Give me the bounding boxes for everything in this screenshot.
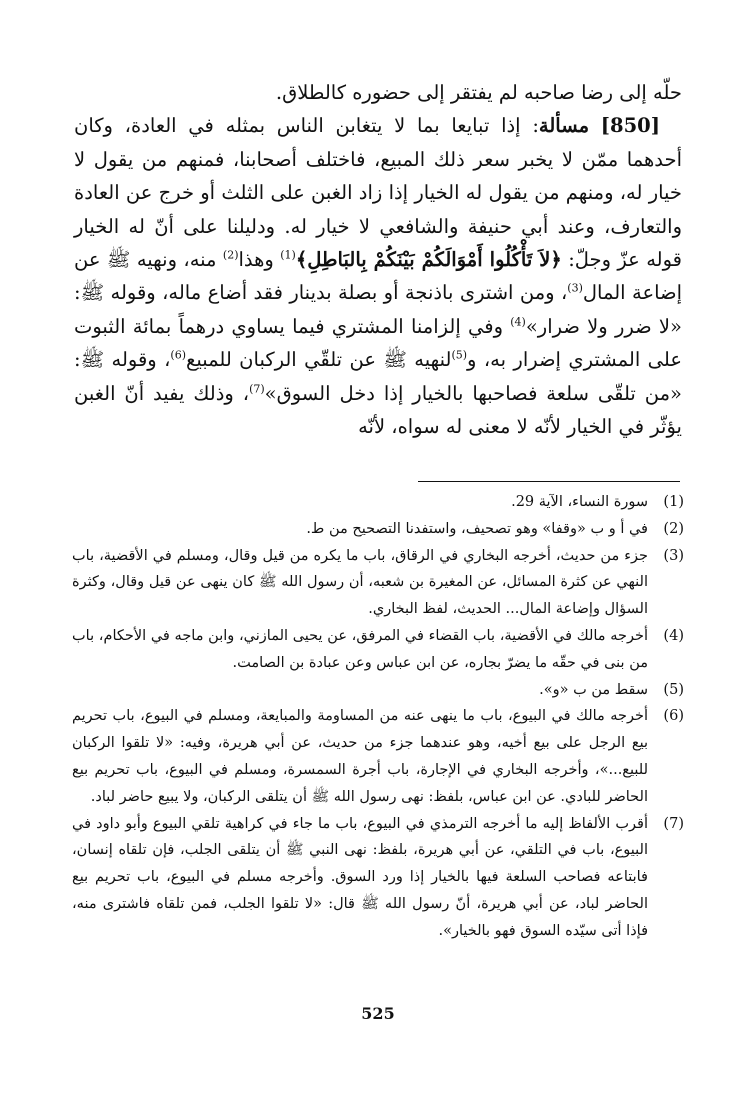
footnote-divider <box>418 481 680 482</box>
footnote-ref-7[interactable]: (7) <box>249 382 265 396</box>
issue-text-2: وهذا <box>238 248 281 272</box>
footnote-text: سقط من ب «و». <box>539 681 648 698</box>
footnote-1 <box>72 489 684 516</box>
footnote-4 <box>72 623 684 677</box>
issue-text-5: وفي إلزامنا المشتري فيما يساوي درهماً بمائة الثبوت على المشتري إضرار به، و <box>74 314 683 372</box>
footnote-ref-5[interactable]: (5) <box>451 348 468 362</box>
footnote-5 <box>72 677 684 704</box>
issue-paragraph <box>74 109 682 443</box>
issue-text-8: ، وذلك يفيد أنّ الغبن يؤثّر في الخيار لأنّه لا معنى له سواه، لأنّه <box>74 381 682 439</box>
footnote-ref-4[interactable]: (4) <box>510 315 526 329</box>
footnote-2 <box>72 516 684 543</box>
issue-text-1: : إذا تبايعا بما لا يتغابن الناس بمثله في العادة، وكان أحدهما ممّن لا يخبر سعر ذلك المبيع، فاختلف أصحابنا، فمنهم من يقول لا خيار له، ومنهم من يقول له الخيار إذا زاد الغبن على الثلث أو خرج عن العادة والتعارف، وعند أبي حنيفة والشافعي لا خيار له. ودليلنا على أنّ له الخيار قوله عزّ وجلّ: <box>74 114 682 272</box>
issue-text-6: لنهيه ﷺ عن تلقّي الركبان للمبيع <box>185 348 452 372</box>
footnote-6 <box>72 703 684 810</box>
issue-text-4: ، ومن اشترى باذنجة أو بصلة بدينار فقد أضاع ماله، وقوله ﷺ: «لا ضرر ولا ضرار» <box>74 281 682 338</box>
footnote-7 <box>72 811 684 945</box>
footnote-text: سورة النساء، الآية 29. <box>511 494 648 510</box>
footnote-number: (5) <box>663 681 684 698</box>
main-text <box>74 76 682 443</box>
issue-text-3: منه، ونهيه ﷺ عن إضاعة المال <box>74 248 682 305</box>
footnote-text: في أ و ب «وقفا» وهو تصحيف، واستفدنا التصحيح من ط. <box>306 520 648 537</box>
footnote-text: أقرب الألفاظ إليه ما أخرجه الترمذي في البيوع، باب ما جاء في كراهية تلقي البيوع وأبو داود في البيوع، باب في التلقي، عن أبي هريرة، بلفظ: نهى النبي ﷺ أن يتلقى الجلب، فإن تلقاه إنسان، فابتاعه فصاحب السلعة فيها بالخيار إذا ورد السوق. وأخرجه مسلم في البيوع، باب تحريم بيع الحاضر لباد، عن أبي هريرة، أنّ رسول الله ﷺ قال: «لا تلقوا الجلب، فمن تلقاه فاشترى منه، فإذا أتى سيّده السوق فهو بالخيار». <box>72 815 648 939</box>
issue-number: [850] <box>600 114 660 138</box>
footnote-text: أخرجه مالك في البيوع، باب ما ينهى عنه من المساومة والمبايعة، ومسلم في البيوع، باب تحريم بيع الرجل على بيع أخيه، وهو عندهما جزء من حديث، عن أبي هريرة، وفيه: «لا تلقوا الركبان للبيع...»، وأخرجه البخاري في الإجارة، باب أجرة السمسرة، ومسلم في البيوع، باب تحريم بيع الحاضر للبادي. عن ابن عباس، بلفظ: نهى رسول الله ﷺ أن يتلقى الركبان، ولا يبيع حاضر لباد. <box>72 708 648 805</box>
quran-verse: ﴿لاَ تَأْكُلُوا أَمْوَالَكُمْ بَيْنَكُمْ بِالبَاطِلِ﴾ <box>295 248 562 272</box>
footnote-text: أخرجه مالك في الأقضية، باب القضاء في المرفق، عن يحيى المازني، وابن ماجه في الأحكام، باب من بنى في حقّه ما يضرّ بجاره، عن ابن عباس وعن عبادة بن الصامت. <box>72 627 648 671</box>
footnote-number: (3) <box>663 547 684 564</box>
issue-label: مسألة <box>538 114 590 138</box>
footnote-text: جزء من حديث، أخرجه البخاري في الرقاق، باب ما يكره من قيل وقال، ومسلم في الأقضية، باب النهي عن كثرة المسائل، عن المغيرة بن شعبه، أن رسول الله ﷺ كان ينهى عن قيل وقال، وكثرة السؤال وإضاعة المال... الحديث، لفظ البخاري. <box>72 547 648 618</box>
footnote-number: (7) <box>663 815 684 832</box>
footnote-ref-1[interactable]: (1) <box>280 248 296 262</box>
footnotes <box>72 489 684 945</box>
page-number: 525 <box>361 1004 395 1023</box>
footnote-number: (1) <box>663 494 684 510</box>
footnote-number: (6) <box>663 708 684 725</box>
footnote-ref-2[interactable]: (2) <box>222 248 239 262</box>
footnote-number: (4) <box>663 627 684 644</box>
issue-text-7: ، وقوله ﷺ: «من تلقّى سلعة فصاحبها بالخيار إذا دخل السوق» <box>74 348 682 405</box>
footnote-ref-3[interactable]: (3) <box>567 281 583 295</box>
footnote-3 <box>72 543 684 623</box>
continued-line: حلّه إلى رضا صاحبه لم يفتقر إلى حضوره كالطلاق. <box>275 81 682 104</box>
footnote-ref-6[interactable]: (6) <box>170 348 186 362</box>
footnote-number: (2) <box>663 520 684 537</box>
